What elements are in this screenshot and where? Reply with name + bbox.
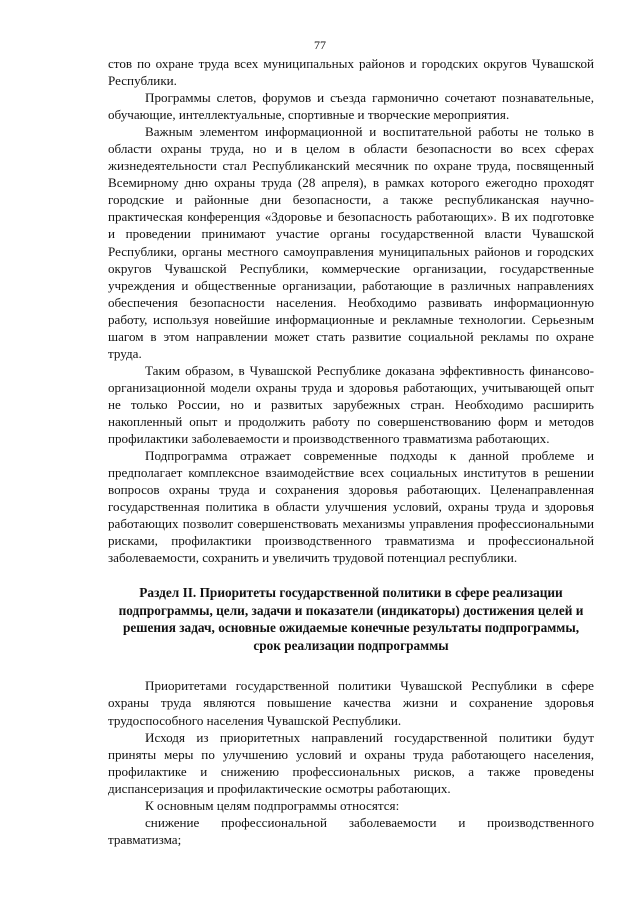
page-number: 77 [314, 38, 326, 52]
paragraph: Программы слетов, форумов и съезда гармонично сочетают познавательные, обучающие, интеллектуальные, спортивные и творческие мероприятия. [108, 90, 594, 123]
page-content [108, 55, 594, 848]
paragraph: стов по охране труда всех муниципальных районов и городских округов Чувашской Республики. [108, 56, 594, 89]
paragraph: Исходя из приоритетных направлений государственной политики будут приняты меры по улучшению условий и охраны труда работающего населения, профилактике и снижению профессиональных рисков, а также проведены диспансеризация и профилактические осмотры работающих. [108, 729, 594, 796]
paragraph: Приоритетами государственной политики Чувашской Республики в сфере охраны труда являются повышение качества жизни и сохранение здоровья трудоспособного населения Чувашской Республики. [108, 678, 594, 728]
paragraph: снижение профессиональной заболеваемости и производственного травматизма; [108, 814, 594, 847]
section-heading: Раздел II. Приоритеты государственной политики в сфере реализации подпрограммы, цели, задачи и показатели (индикаторы) достижения целей и решения задач, основные ожидаемые конечные результаты подпрограммы, срок реализации подпрограммы [118, 585, 584, 653]
paragraph: Подпрограмма отражает современные подходы к данной проблеме и предполагает комплексное взаимодействие всех социальных институтов в решении вопросов охраны труда и сохранения здоровья работающих. Целенаправленная государственная политика в области улучшения условий, охраны труда и здоровья работающих позволит совершенствовать механизмы управления профессиональными рисками, профилактики производственного травматизма и профессиональной заболеваемости, сохранить и увеличить трудовой потенциал республики. [108, 448, 594, 566]
paragraph: Таким образом, в Чувашской Республике доказана эффективность финансово-организационной модели охраны труда и здоровья работающих, учитывающей опыт не только России, но и развитых зарубежных стран. Необходимо расширить накопленный опыт и продолжить работу по совершенствованию форм и методов профилактики заболеваемости и производственного травматизма работающих. [108, 362, 594, 447]
paragraph: Важным элементом информационной и воспитательной работы не только в области охраны труда, но и в целом в области безопасности во всех сферах жизнедеятельности стал Республиканский месячник по охране труда, посвященный Всемирному дню охраны труда (28 апреля), в рамках которого ежегодно проходят городские и районные дни безопасности, а также республиканская научно-практическая конференция «Здоровье и безопасность работающих». В их подготовке и проведении принимают участие органы государственной власти Чувашской Республики, органы местного самоуправления муниципальных районов и городских округов Чувашской Республики, коммерческие организации, государственные учреждения и общественные организации, работающие в различных направлениях обеспечения безопасности населения. Необходимо развивать информационную работу, используя новейшие информационные и рекламные технологии. Серьезным шагом в этом направлении может стать развитие социальной рекламы по охране труда. [108, 124, 594, 361]
paragraph: К основным целям подпрограммы относятся: [145, 797, 400, 813]
